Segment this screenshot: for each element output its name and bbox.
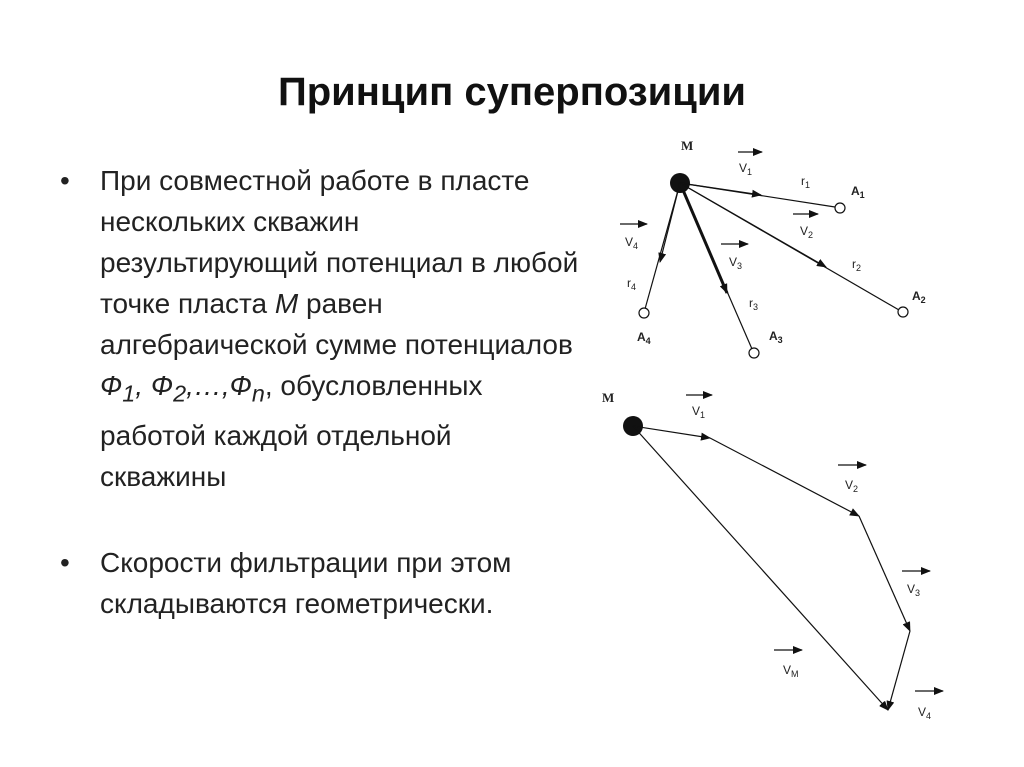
well-a1-marker xyxy=(835,203,845,213)
velocity-v1-label: $V_1$ xyxy=(739,161,753,177)
bullet-text-start: При совместной работе в пласте нескольких скважин результирующий потенциал в любой точке пласта xyxy=(100,165,579,319)
slide-title: Принцип суперпозиции xyxy=(277,70,747,114)
well-a4-marker xyxy=(639,308,649,318)
velocity-v3-label: $V_3$ xyxy=(729,255,743,271)
vector-v4-label: $V_4$ xyxy=(918,705,932,721)
radius-r1-label: $r_1$ xyxy=(801,174,811,190)
radius-r2-label: $r_2$ xyxy=(852,257,862,273)
velocity-v2-label: $V_2$ xyxy=(800,224,814,240)
phi-2-symbol: Ф xyxy=(150,370,174,401)
bullet-marker: • xyxy=(60,165,70,196)
phi-ellipsis: ,…, xyxy=(186,370,230,401)
vector-v4 xyxy=(888,631,910,710)
point-m-label: M xyxy=(602,390,615,405)
well-a3-marker xyxy=(749,348,759,358)
vector-v2 xyxy=(710,438,859,516)
well-a1-label: $A_1$ xyxy=(851,184,865,200)
bullet-text-end: , обусловленных работой каждой отдельной скважины xyxy=(100,370,483,492)
phi-n-subscript: n xyxy=(251,380,265,407)
vector-v3 xyxy=(859,516,910,631)
well-a4-label: $A_4$ xyxy=(637,330,651,346)
phi-1-subscript: 1 xyxy=(122,380,136,407)
velocity-v1-arrow xyxy=(680,183,761,195)
phi-separator: , xyxy=(135,370,151,401)
well-a2-marker xyxy=(898,307,908,317)
vector-resultant xyxy=(633,426,888,710)
phi-1-symbol: Ф xyxy=(100,370,123,401)
well-a2-label: $A_2$ xyxy=(912,289,926,305)
phi-n-symbol: Ф xyxy=(229,370,252,401)
vector-vm-label: $V_M$ xyxy=(783,663,799,679)
velocity-v4-label: $V_4$ xyxy=(625,235,639,251)
vector-v1-label: $V_1$ xyxy=(692,404,706,420)
bullet-text: Скорости фильтрации при этом складываются геометрически. xyxy=(100,546,512,619)
point-m-symbol: M xyxy=(274,288,299,319)
radius-r3-label: $r_3$ xyxy=(749,296,759,312)
vector-v2-label: $V_2$ xyxy=(845,478,859,494)
vector-sum-diagram xyxy=(602,390,943,721)
phi-2-subscript: 2 xyxy=(173,380,187,407)
bullet-marker: • xyxy=(60,546,70,578)
radius-r4-label: $r_4$ xyxy=(627,276,637,292)
vector-v1 xyxy=(633,426,710,438)
velocity-v4-arrow xyxy=(660,183,680,262)
bullet-text-middle: равен алгебраической сумме потенциалов xyxy=(100,288,573,360)
well-a3-label: $A_3$ xyxy=(769,329,783,345)
point-m-label: M xyxy=(681,138,694,153)
well-influence-diagram xyxy=(620,138,926,358)
velocity-v3-arrow xyxy=(680,183,727,293)
vector-v3-label: $V_3$ xyxy=(907,582,921,598)
